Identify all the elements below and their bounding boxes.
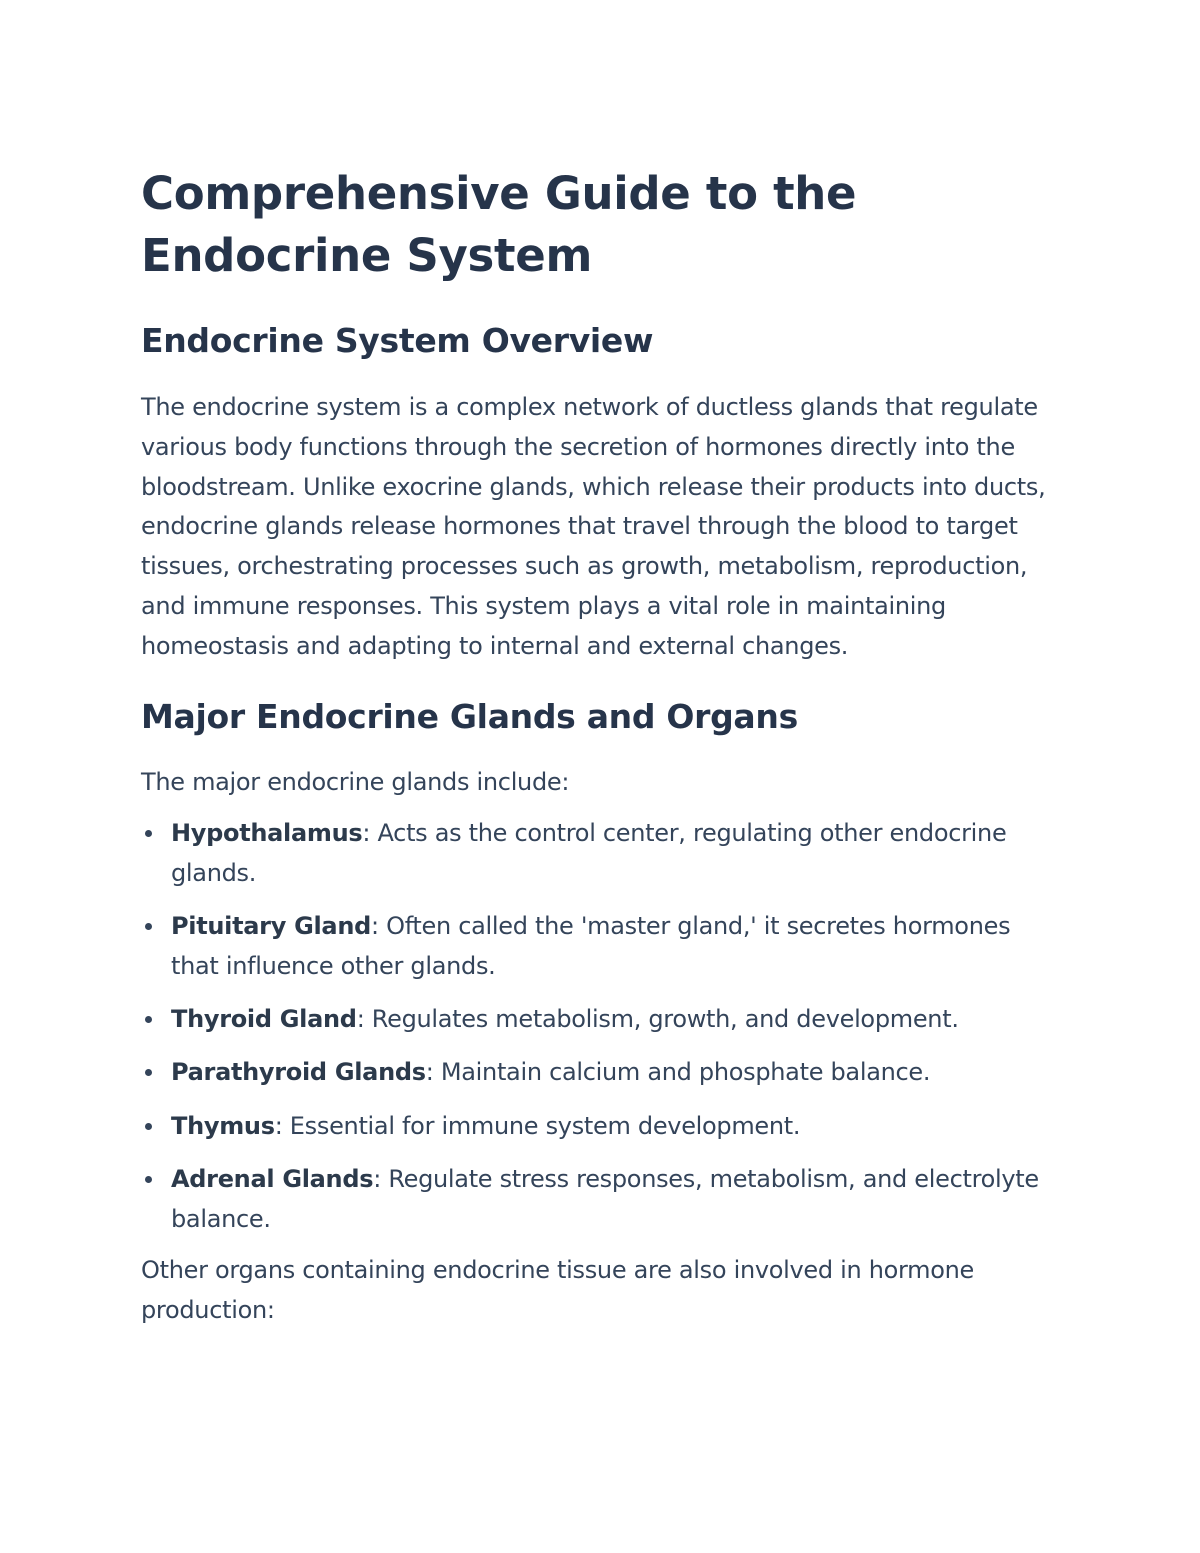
overview-paragraph: The endocrine system is a complex network of ductless glands that regulate various body functions through the secretion of hormones directly into the bloodstream. Unlike exocrine glands, which release their products into ducts, endocrine glands release hormones that travel through the blood to target tissues, orchestrating processes such as growth, metabolism, reproduction, and immune responses. This system plays a vital role in maintaining homeostasis and adapting to internal and external changes. — [141, 393, 1046, 660]
other-organs-paragraph: Other organs containing endocrine tissue are also involved in hormone production: — [141, 1256, 975, 1324]
list-item — [141, 907, 1061, 986]
document-title: Comprehensive Guide to the Endocrine System — [141, 167, 857, 282]
list-item — [141, 814, 1061, 893]
gland-term: Parathyroid Glands — [171, 1058, 426, 1087]
gland-term: Thymus — [171, 1111, 275, 1140]
section-heading-overview: Endocrine System Overview — [141, 321, 654, 360]
bullet-icon — [145, 1069, 152, 1076]
gland-description: : Maintain calcium and phosphate balance. — [425, 1058, 931, 1087]
bullet-icon — [145, 1016, 152, 1023]
list-item — [141, 1107, 1061, 1146]
list-item — [141, 1000, 1061, 1039]
gland-description: : Essential for immune system development. — [274, 1111, 801, 1140]
bullet-icon — [145, 1123, 152, 1130]
list-item — [141, 1053, 1061, 1092]
document-page — [141, 163, 1061, 1331]
glands-intro: The major endocrine glands include: — [141, 767, 570, 796]
gland-term: Pituitary Gland — [171, 912, 371, 941]
gland-term: Adrenal Glands — [171, 1165, 374, 1194]
gland-term: Hypothalamus — [171, 819, 363, 848]
bullet-icon — [145, 830, 152, 837]
gland-description: : Acts as the control center, regulating other endocrine glands. — [171, 819, 1007, 887]
bullet-icon — [145, 1176, 152, 1183]
gland-description: : Regulates metabolism, growth, and development. — [356, 1005, 959, 1033]
gland-term: Thyroid Gland — [171, 1005, 357, 1033]
gland-description: : Often called the 'master gland,' it secretes hormones that influence other glands. — [171, 912, 1011, 980]
list-item — [141, 1160, 1061, 1239]
section-heading-glands: Major Endocrine Glands and Organs — [141, 696, 798, 736]
glands-list — [141, 814, 1061, 1239]
gland-description: : Regulate stress responses, metabolism, and electrolyte balance. — [171, 1165, 1039, 1233]
bullet-icon — [145, 923, 152, 930]
